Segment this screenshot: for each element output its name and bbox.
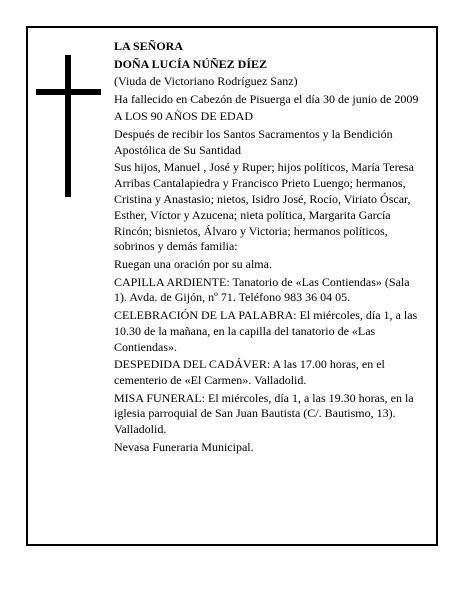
cross-vertical-bar xyxy=(65,55,71,197)
deceased-name: DOÑA LUCÍA NÚÑEZ DÍEZ xyxy=(114,56,268,71)
mass-line: MISA FUNERAL: El miércoles, día 1, a las 19.30 horas, en la iglesia parroquial de San Juan Bautista (C/. Bautismo, 13). Valladolid. xyxy=(114,390,414,437)
farewell-line: DESPEDIDA DEL CADÁVER: A las 17.00 horas, en el cementerio de «El Carmen». Valladolid. xyxy=(114,357,385,387)
age-line: A LOS 90 AÑOS DE EDAD xyxy=(114,109,254,124)
obituary-text xyxy=(114,39,424,457)
death-line: Ha fallecido en Cabezón de Pisuerga el día 30 de junio de 2009 xyxy=(114,91,419,106)
funeral-home-line: Nevasa Funeraria Municipal. xyxy=(114,439,254,454)
chapel-line: CAPILLA ARDIENTE: Tanatorio de «Las Contiendas» (Sala 1). Avda. de Gijón, nº 71. Teléfono 983 36 04 05. xyxy=(114,274,410,305)
title-line-1: LA SEÑORA xyxy=(114,39,184,53)
cross-icon xyxy=(36,55,101,197)
sacraments-line: Después de recibir los Santos Sacramentos y la Bendición Apostólica de Su Santidad xyxy=(114,126,393,157)
prayer-line: Ruegan una oración por su alma. xyxy=(114,256,272,271)
family-line: Sus hijos, Manuel , José y Ruper; hijos políticos, María Teresa Arribas Cantalapiedra y Francisco Prieto Luengo; hermanos, Cristina y Anastasio; nietos, Isidro José, Rocío, Viriato Óscar, Esther, Víctor y Azucena; nieta política, Margarita García Rincón; bisnietos, Álvaro y Victoria; hermanos políticos, sobrinos y demás familia: xyxy=(114,160,414,254)
cross-horizontal-bar xyxy=(36,89,101,95)
widow-line: (Viuda de Victoriano Rodríguez Sanz) xyxy=(114,74,298,89)
celebration-line: CELEBRACIÓN DE LA PALABRA: El miércoles, día 1, a las 10.30 de la mañana, en la capilla del tanatorio de «Las Contiendas». xyxy=(114,307,418,354)
